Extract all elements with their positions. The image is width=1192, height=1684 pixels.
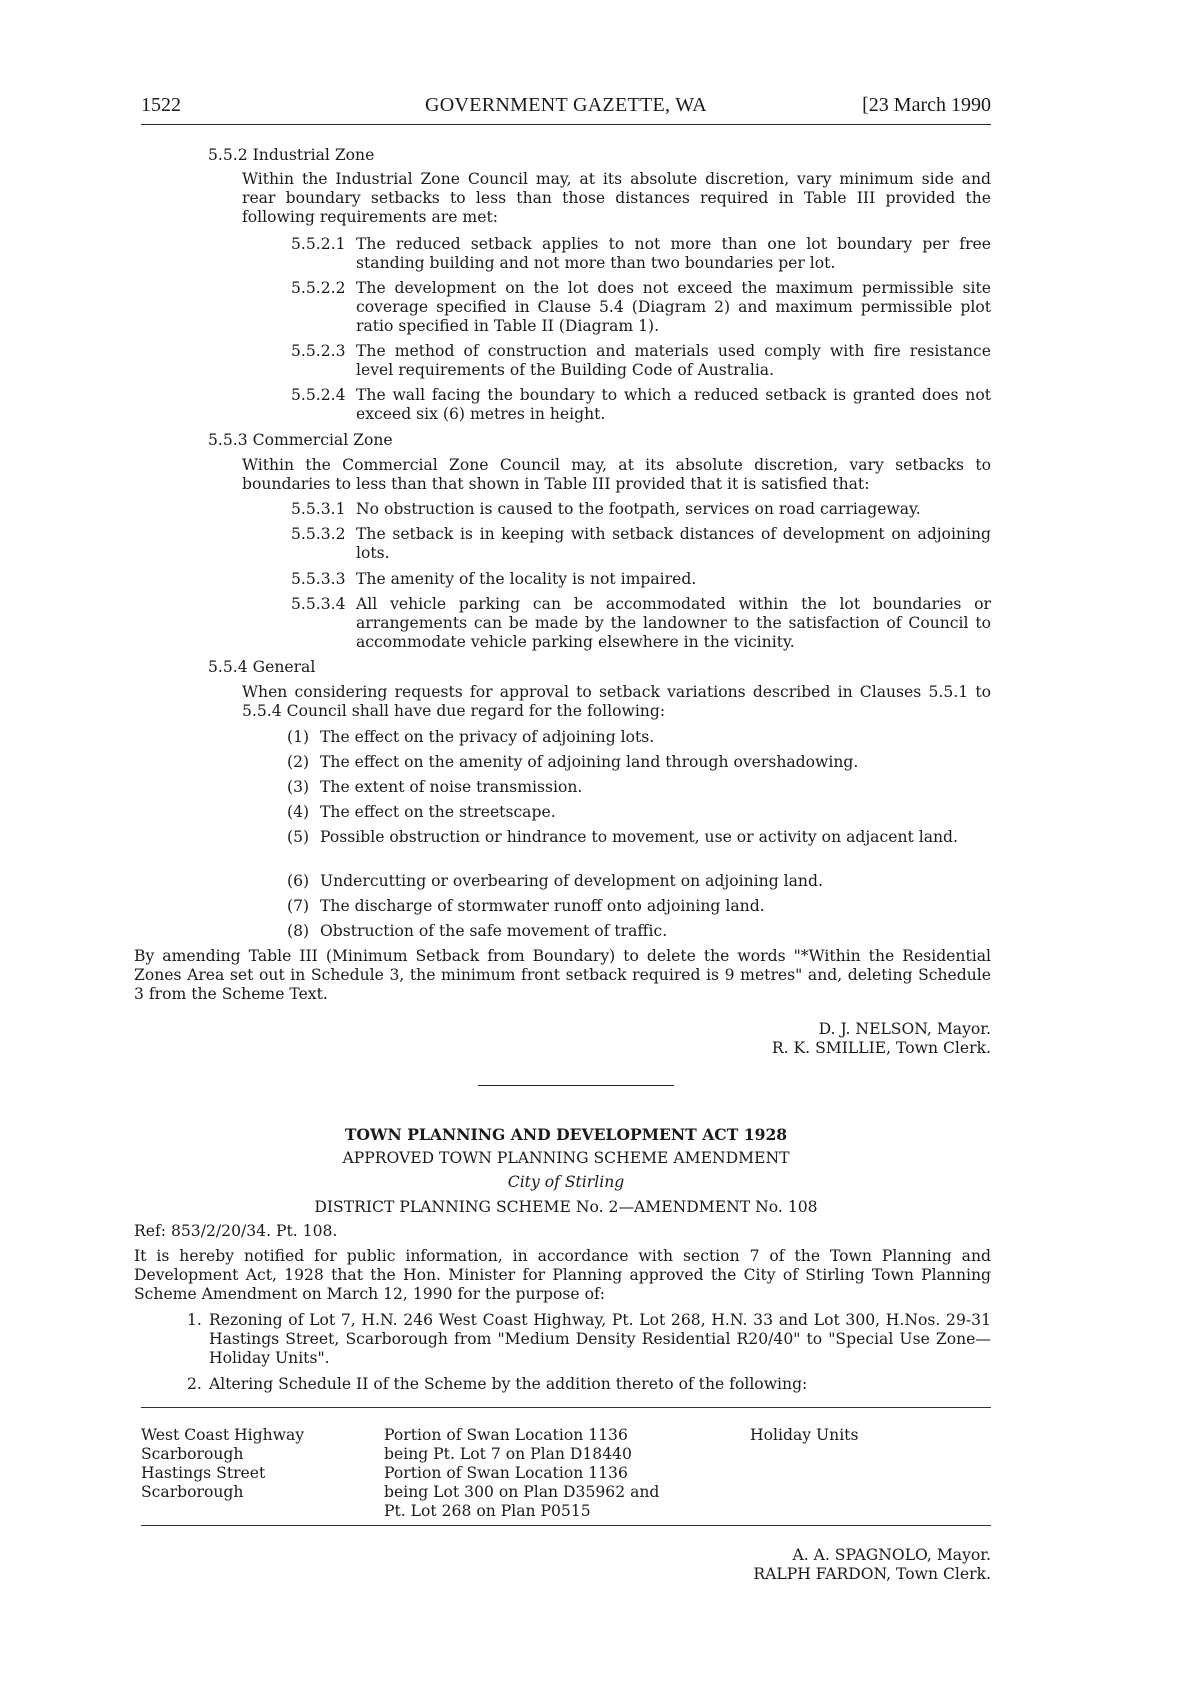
gazette-title: GOVERNMENT GAZETTE, WA bbox=[425, 94, 707, 116]
signature-town-clerk: R. K. SMILLIE, Town Clerk. bbox=[771, 1039, 991, 1057]
clause-text: The amenity of the locality is not impaired. bbox=[356, 570, 697, 588]
list-text: The discharge of stormwater runoff onto adjoining land. bbox=[320, 897, 765, 915]
clause-text: The development on the lot does not exceed the maximum permissible site coverage specified in Clause 5.4 (Diagram 2) and maximum permissible plot ratio specified in Table II (Diagram 1). bbox=[356, 279, 991, 335]
table-cell: Portion of Swan Location 1136 bbox=[384, 1426, 628, 1444]
clause-text: No obstruction is caused to the footpath, services on road carriageway. bbox=[356, 500, 921, 518]
signature-mayor: A. A. SPAGNOLO, Mayor. bbox=[792, 1546, 991, 1564]
clause-text: The setback is in keeping with setback distances of development on adjoining lots. bbox=[356, 525, 991, 562]
section-heading-5-5-4: 5.5.4 General bbox=[208, 658, 316, 676]
clause-text: All vehicle parking can be accommodated within the lot boundaries or arrangements can be made by the landowner to the satisfaction of Council to accommodate vehicle parking elsewhere in the vicinity. bbox=[356, 595, 991, 651]
table-cell: Hastings Street bbox=[141, 1464, 266, 1482]
list-number: (6) bbox=[287, 872, 310, 890]
table-cell: Scarborough bbox=[141, 1445, 244, 1463]
act-title: TOWN PLANNING AND DEVELOPMENT ACT 1928 bbox=[344, 1125, 788, 1144]
list-text: Possible obstruction or hindrance to movement, use or activity on adjacent land. bbox=[320, 828, 958, 846]
clause-text: The wall facing the boundary to which a reduced setback is granted does not exceed six (6) metres in height. bbox=[356, 386, 991, 423]
table-cell: being Pt. Lot 7 on Plan D18440 bbox=[384, 1445, 632, 1463]
clause-number: 5.5.3.3 bbox=[291, 570, 346, 588]
list-number: 1. bbox=[187, 1311, 202, 1329]
clause-number: 5.5.3.4 bbox=[291, 595, 346, 613]
list-text: The effect on the amenity of adjoining land through overshadowing. bbox=[320, 753, 859, 771]
list-number: (3) bbox=[287, 778, 310, 796]
signature-mayor: D. J. NELSON, Mayor. bbox=[818, 1020, 991, 1038]
page-header bbox=[141, 94, 991, 125]
clause-number: 5.5.2.2 bbox=[291, 279, 346, 297]
list-text: Undercutting or overbearing of development on adjoining land. bbox=[320, 872, 823, 890]
table-cell: West Coast Highway bbox=[141, 1426, 305, 1444]
clause-number: 5.5.2.4 bbox=[291, 386, 346, 404]
notice-body: It is hereby notified for public information, in accordance with section 7 of the Town Planning and Development Act, 1928 that the Hon. Minister for Planning approved the City of Stirling Town Planning Scheme Amendment on March 12, 1990 for the purpose of: bbox=[134, 1247, 991, 1303]
amending-paragraph: By amending Table III (Minimum Setback from Boundary) to delete the words "*Within the Residential Zones Area set out in Schedule 3, the minimum front setback required is 9 metres" and, deleting Schedule 3 from the Scheme Text. bbox=[134, 947, 991, 1003]
section-heading-5-5-2: 5.5.2 Industrial Zone bbox=[208, 146, 375, 164]
gazette-date: [23 March 1990 bbox=[862, 94, 991, 116]
list-number: (7) bbox=[287, 897, 310, 915]
clause-text: The method of construction and materials used comply with fire resistance level requirements of the Building Code of Australia. bbox=[356, 342, 991, 379]
section-divider bbox=[478, 1085, 674, 1086]
reference: Ref: 853/2/20/34. Pt. 108. bbox=[134, 1222, 338, 1240]
clause-number: 5.5.3.1 bbox=[291, 500, 346, 518]
table-column-use bbox=[750, 1426, 858, 1445]
clause-number: 5.5.3.2 bbox=[291, 525, 346, 543]
table-column-location bbox=[141, 1426, 304, 1502]
list-number: (8) bbox=[287, 922, 310, 940]
clause-text: The reduced setback applies to not more than one lot boundary per free standing building and not more than two boundaries per lot. bbox=[356, 235, 991, 272]
table-column-description bbox=[384, 1426, 659, 1521]
page-number: 1522 bbox=[141, 94, 181, 116]
list-number: (4) bbox=[287, 803, 310, 821]
list-number: (1) bbox=[287, 728, 310, 746]
section-intro-5-5-4: When considering requests for approval to setback variations described in Clauses 5.5.1 to 5.5.4 Council shall have due regard for the following: bbox=[242, 683, 991, 720]
scheme-title: DISTRICT PLANNING SCHEME No. 2—AMENDMENT No. 108 bbox=[314, 1198, 818, 1216]
section-heading-5-5-3: 5.5.3 Commercial Zone bbox=[208, 431, 393, 449]
list-number: (5) bbox=[287, 828, 310, 846]
notice-subtitle: APPROVED TOWN PLANNING SCHEME AMENDMENT bbox=[342, 1149, 790, 1167]
list-number: 2. bbox=[187, 1375, 202, 1393]
city-name: City of Stirling bbox=[507, 1173, 625, 1191]
list-text: Altering Schedule II of the Scheme by the addition thereto of the following: bbox=[209, 1375, 808, 1393]
table-cell: being Lot 300 on Plan D35962 and bbox=[384, 1483, 660, 1501]
table-cell: Portion of Swan Location 1136 bbox=[384, 1464, 628, 1482]
clause-number: 5.5.2.1 bbox=[291, 235, 346, 253]
table-cell: Holiday Units bbox=[750, 1426, 859, 1444]
table-cell: Pt. Lot 268 on Plan P0515 bbox=[384, 1502, 591, 1520]
section-intro-5-5-3: Within the Commercial Zone Council may, at its absolute discretion, vary setbacks to boundaries to less than that shown in Table III provided that it is satisfied that: bbox=[242, 456, 991, 493]
list-text: The extent of noise transmission. bbox=[320, 778, 583, 796]
list-text: The effect on the streetscape. bbox=[320, 803, 556, 821]
clause-number: 5.5.2.3 bbox=[291, 342, 346, 360]
table-top-rule bbox=[141, 1407, 991, 1408]
list-text: Rezoning of Lot 7, H.N. 246 West Coast Highway, Pt. Lot 268, H.N. 33 and Lot 300, H.Nos. 29-31 Hastings Street, Scarborough from "Medium Density Residential R20/40" to "Special Use Zone—Holiday Units". bbox=[209, 1311, 991, 1367]
table-bottom-rule bbox=[141, 1525, 991, 1526]
list-text: Obstruction of the safe movement of traffic. bbox=[320, 922, 668, 940]
section-intro-5-5-2: Within the Industrial Zone Council may, at its absolute discretion, vary minimum side and rear boundary setbacks to less than those distances required in Table III provided the following requirements are met: bbox=[242, 170, 991, 226]
table-cell: Scarborough bbox=[141, 1483, 244, 1501]
list-text: The effect on the privacy of adjoining lots. bbox=[320, 728, 655, 746]
list-number: (2) bbox=[287, 753, 310, 771]
signature-town-clerk: RALPH FARDON, Town Clerk. bbox=[753, 1565, 991, 1583]
